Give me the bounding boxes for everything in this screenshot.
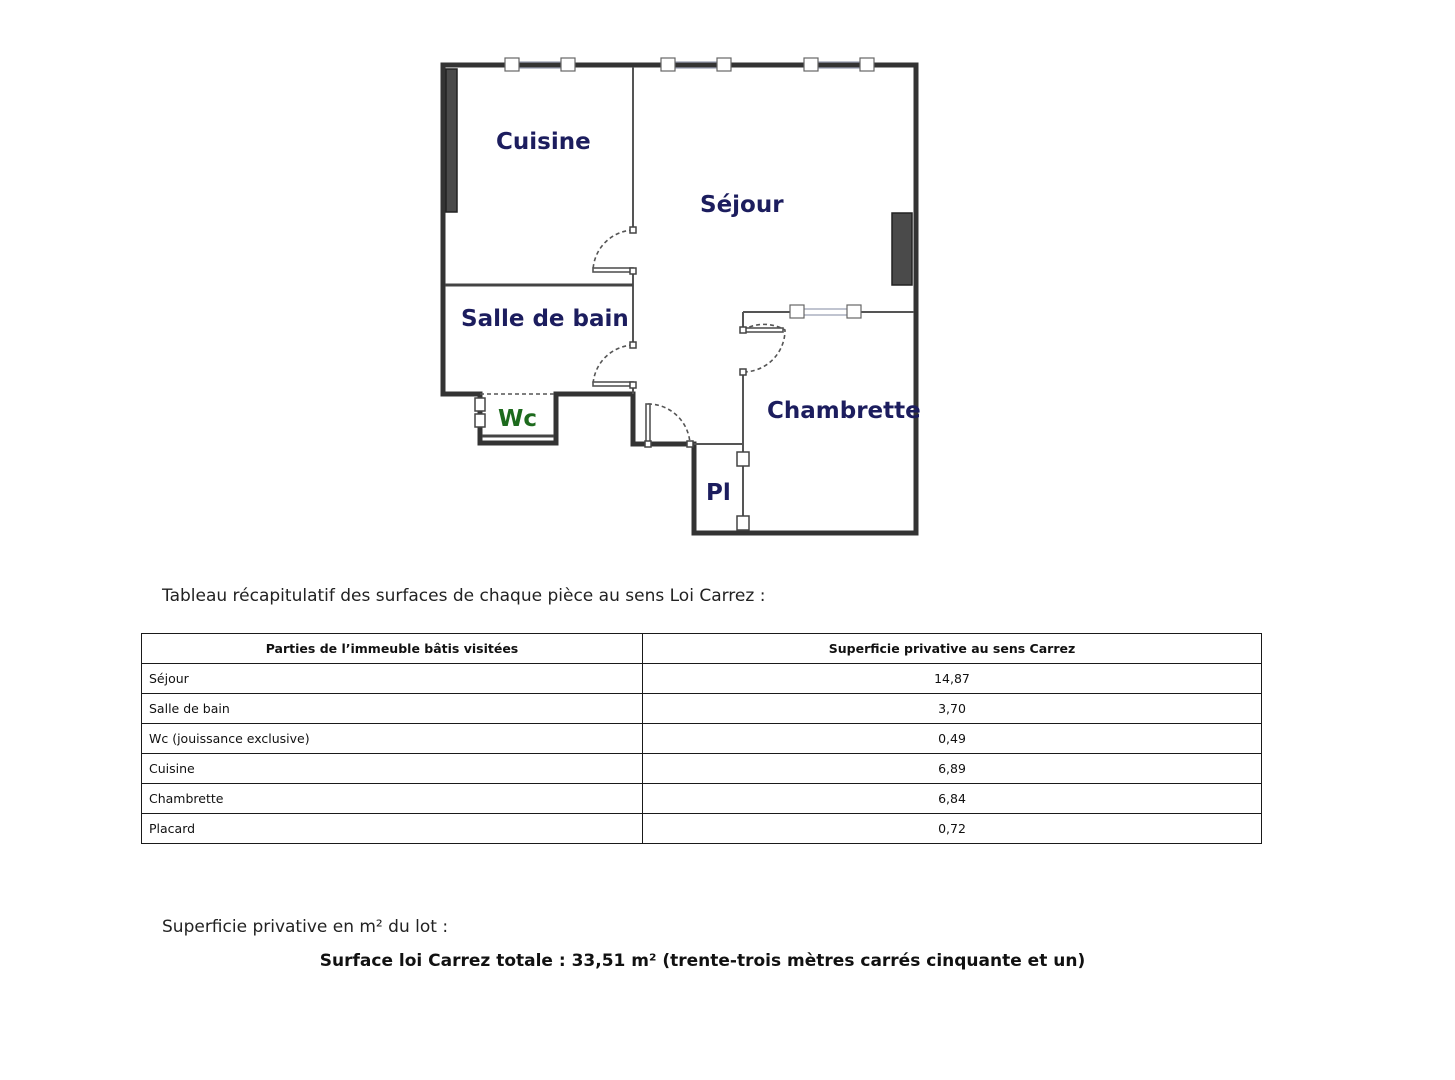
table-row xyxy=(142,814,1262,844)
room-label-placard: Pl xyxy=(706,480,731,506)
cell-part: Salle de bain xyxy=(142,694,643,724)
cell-part: Wc (jouissance exclusive) xyxy=(142,724,643,754)
column-header-surface: Superficie privative au sens Carrez xyxy=(643,634,1262,664)
cell-surface: 6,84 xyxy=(643,784,1262,814)
total-label: Superficie privative en m² du lot : xyxy=(162,917,449,937)
cell-surface: 6,89 xyxy=(643,754,1262,784)
entrance-door xyxy=(645,404,693,447)
room-label-wc: Wc xyxy=(498,406,538,432)
table-row xyxy=(142,784,1262,814)
cell-surface: 3,70 xyxy=(643,694,1262,724)
kitchen-door xyxy=(593,227,636,274)
table-caption: Tableau récapitulatif des surfaces de chaque pièce au sens Loi Carrez : xyxy=(162,586,766,606)
cell-surface: 0,49 xyxy=(643,724,1262,754)
total-surface: Surface loi Carrez totale : 33,51 m² (trente-trois mètres carrés cinquante et un) xyxy=(319,951,1086,971)
table-header-row xyxy=(142,634,1262,664)
chambrette-door xyxy=(740,324,785,375)
cell-part: Chambrette xyxy=(142,784,643,814)
cell-surface: 0,72 xyxy=(643,814,1262,844)
table-row xyxy=(142,694,1262,724)
room-label-salle-de-bain: Salle de bain xyxy=(461,306,629,332)
room-label-chambrette: Chambrette xyxy=(767,398,921,424)
surfaces-table xyxy=(141,633,1262,844)
table-row xyxy=(142,724,1262,754)
column-header-parts: Parties de l’immeuble bâtis visitées xyxy=(142,634,643,664)
radiator xyxy=(892,213,912,285)
table-row xyxy=(142,754,1262,784)
cell-part: Placard xyxy=(142,814,643,844)
cell-part: Séjour xyxy=(142,664,643,694)
bathroom-door xyxy=(593,342,636,388)
kitchen-counter xyxy=(446,69,457,212)
room-label-sejour: Séjour xyxy=(700,192,784,218)
room-label-cuisine: Cuisine xyxy=(496,129,591,155)
chambrette-window xyxy=(790,305,861,318)
cell-part: Cuisine xyxy=(142,754,643,784)
cell-surface: 14,87 xyxy=(643,664,1262,694)
table-row xyxy=(142,664,1262,694)
